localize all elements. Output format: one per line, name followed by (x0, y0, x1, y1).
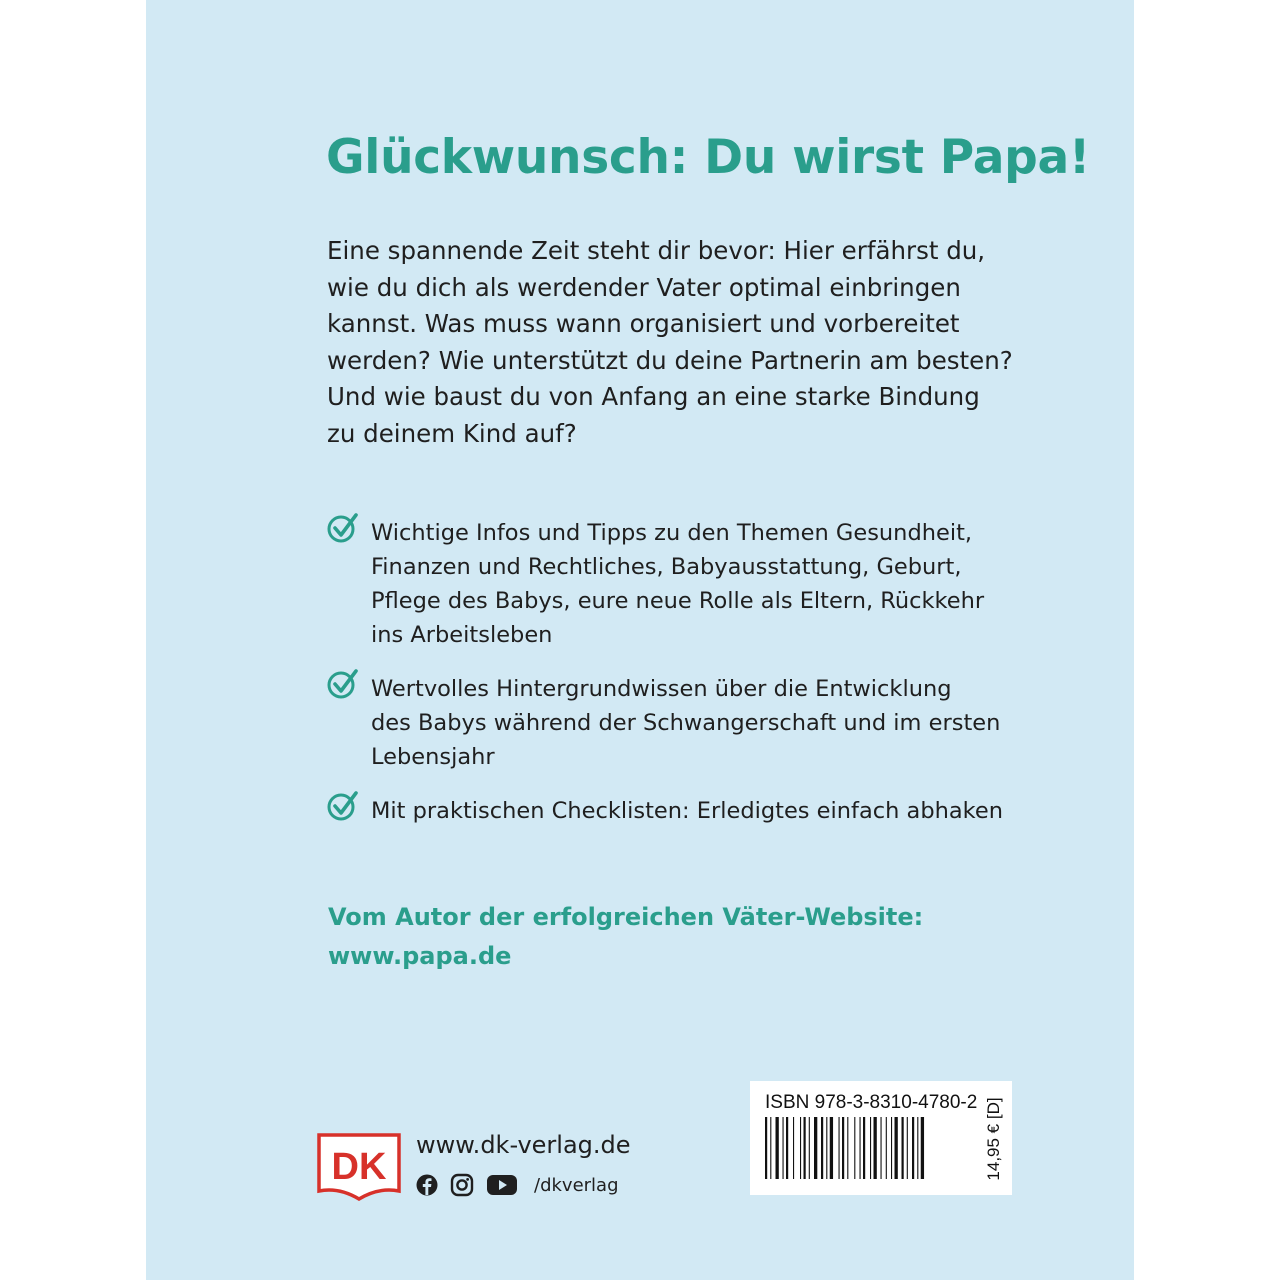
intro-line: wie du dich als werdender Vater optimal einbringen (327, 272, 961, 302)
instagram-icon[interactable] (450, 1173, 474, 1197)
bullet-line: Wichtige Infos und Tipps zu den Themen Gesundheit, (371, 520, 973, 546)
price-label (982, 1093, 1006, 1185)
dk-logo-icon (317, 1133, 401, 1201)
bullet-text (371, 672, 1000, 774)
checkmark-icon (327, 790, 359, 822)
bullet-line: ins Arbeitsleben (371, 622, 553, 648)
youtube-icon[interactable] (486, 1174, 518, 1196)
intro-line: Und wie baust du von Anfang an eine starke Bindung (327, 382, 980, 411)
isbn-number: ISBN 978-3-8310-4780-2 (765, 1092, 978, 1113)
headline: Glückwunsch: Du wirst Papa! (326, 130, 1091, 185)
checkmark-icon (327, 668, 359, 700)
publisher-website-link[interactable]: www.dk-verlag.de (416, 1131, 631, 1159)
intro-line: werden? Wie unterstützt du deine Partnerin am besten? (327, 345, 1013, 375)
dk-logo-text: DK (331, 1146, 387, 1188)
promo-website-link[interactable]: www.papa.de (328, 942, 512, 970)
intro-line: zu deinem Kind auf? (327, 418, 577, 448)
barcode-panel (750, 1081, 1012, 1195)
bullet-line: Wertvolles Hintergrundwissen über die Entwicklung (371, 676, 952, 702)
bullet-line: Pflege des Babys, eure neue Rolle als Eltern, Rückkehr (371, 588, 985, 614)
price-text: 14,95 € [D] (984, 1097, 1003, 1181)
social-handle[interactable]: /dkverlag (534, 1174, 619, 1196)
bullet-text (371, 794, 1003, 828)
facebook-icon[interactable] (416, 1174, 438, 1196)
barcode-icon (765, 1117, 975, 1179)
promo-line: Vom Autor der erfolgreichen Väter-Website: (328, 903, 924, 931)
bullet-line: Finanzen und Rechtliches, Babyausstattung, Geburt, (371, 554, 962, 580)
intro-paragraph (327, 233, 1027, 452)
social-links (416, 1172, 619, 1198)
bullet-line: des Babys während der Schwangerschaft und im ersten (371, 710, 1001, 736)
intro-line: kannst. Was muss wann organisiert und vorbereitet (327, 309, 960, 338)
author-promo (328, 898, 923, 976)
bullet-text (371, 516, 984, 652)
checkmark-icon (327, 512, 359, 544)
bullet-line: Lebensjahr (371, 744, 495, 770)
bullet-line: Mit praktischen Checklisten: Erledigtes einfach abhaken (371, 798, 1003, 824)
intro-line: Eine spannende Zeit steht dir bevor: Hier erfährst du, (327, 236, 986, 265)
